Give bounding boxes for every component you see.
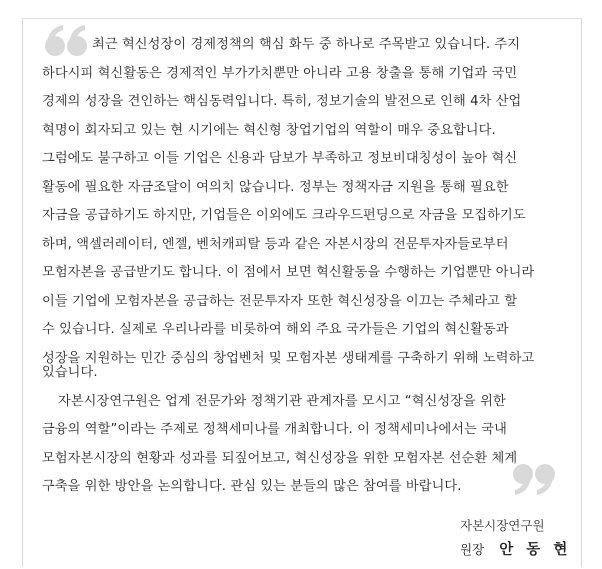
signature-name: 안 동 현 <box>499 542 572 558</box>
close-quote-icon <box>510 462 556 496</box>
paragraph1-line-4: 혁명이 회자되고 있는 현 시기에는 혁신형 창업기업의 역할이 매우 중요합니다. <box>42 123 496 138</box>
paragraph1-line-9: 모험자본을 공급받기도 합니다. 이 점에서 보면 혁신활동을 수행하는 기업뿐만 아니라 <box>42 265 535 280</box>
signature-block <box>460 538 571 559</box>
paragraph1-line-3: 경제의 성장을 견인하는 핵심동력입니다. 특히, 정보기술의 발전으로 인해 4차 산업 <box>42 94 522 109</box>
paragraph2-line-4: 구축을 위한 방안을 논의합니다. 관심 있는 분들의 많은 참여를 바랍니다. <box>42 479 462 494</box>
paragraph2-line-3: 모험자본시장의 현황과 성과를 되짚어보고, 혁신성장을 위한 모험자본 선순환 체계 <box>42 451 518 466</box>
paragraph2-line-1: 자본시장연구원은 업계 전문가와 정책기관 관계자를 모시고 “혁신성장을 위한 <box>58 394 506 409</box>
signature-organization: 자본시장연구원 <box>460 518 545 533</box>
signature-title: 원장 <box>460 542 485 557</box>
paragraph1-line-6: 활동에 필요한 자금조달이 여의치 않습니다. 정부는 정책자금 지원을 통해 필요한 <box>42 180 509 195</box>
paragraph2-line-2: 금융의 역할”이라는 주제로 정책세미나를 개최합니다. 이 정책세미나에서는 국내 <box>42 422 507 437</box>
paragraph1-line-12: 성장을 지원하는 민간 중심의 창업벤처 및 모험자본 생태계를 구축하기 위해 노력하고 <box>42 351 535 366</box>
paragraph1-line-5: 그럼에도 불구하고 이들 기업은 신용과 담보가 부족하고 정보비대칭성이 높아 혁신 <box>42 151 518 166</box>
paragraph1-line-8: 하며, 액셀러레이터, 엔젤, 벤처캐피탈 등과 같은 자본시장의 전문투자자들로부터 <box>42 237 509 252</box>
paragraph1-line-10: 이들 기업에 모험자본을 공급하는 전문투자자 또한 혁신성장을 이끄는 주체라고 할 <box>42 294 518 309</box>
paragraph1-line-13: 있습니다. <box>42 365 98 380</box>
paragraph1-line-1: 최근 혁신성장이 경제정책의 핵심 화두 중 하나로 주목받고 있습니다. 주지 <box>92 37 521 52</box>
open-quote-icon <box>44 24 90 58</box>
paragraph1-line-2: 하다시피 혁신활동은 경제적인 부가가치뿐만 아니라 고용 창출을 통해 기업과 국민 <box>42 66 518 81</box>
paragraph1-line-7: 자금을 공급하기도 하지만, 기업들은 이외에도 크라우드펀딩으로 자금을 모집하기도 <box>42 208 526 223</box>
paragraph1-line-11: 수 있습니다. 실제로 우리나라를 비롯하여 해외 주요 국가들은 기업의 혁신활동과 <box>42 322 509 337</box>
